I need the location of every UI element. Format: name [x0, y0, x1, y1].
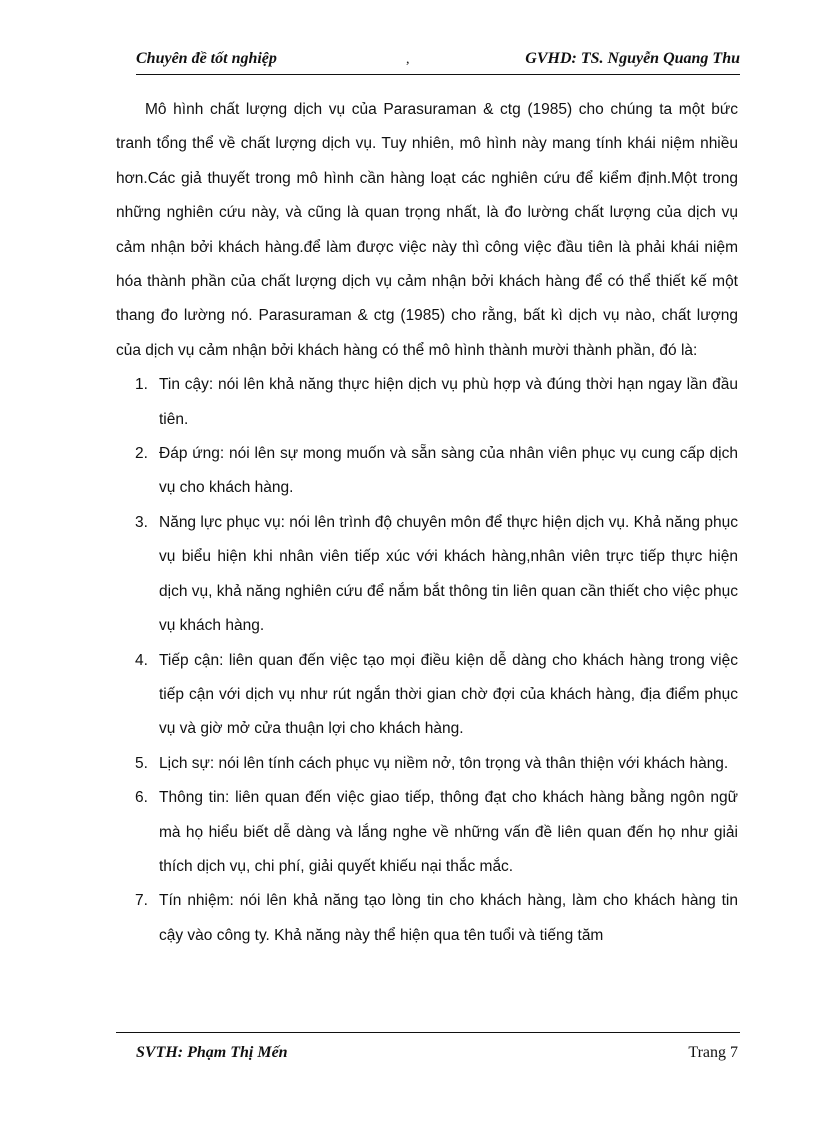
list-item	[116, 506, 738, 644]
list-item-text: Thông tin: liên quan đến việc giao tiếp, thông đạt cho khách hàng bằng ngôn ngữ mà họ hiểu biết dễ dàng và lắng nghe về những vấn đề liên quan đến họ như giải thích dịch vụ, chi phí, giải quyết khiếu nại thắc mắc.	[159, 789, 738, 875]
header-supervisor: GVHD: TS. Nguyễn Quang Thu	[525, 50, 740, 67]
list-item-number: 7.	[135, 892, 148, 910]
quality-components-list	[116, 368, 738, 953]
list-item-text: Tin cậy: nói lên khả năng thực hiện dịch vụ phù hợp và đúng thời hạn ngay lần đầu tiên.	[159, 376, 738, 428]
header-divider	[136, 74, 740, 75]
list-item-number: 6.	[135, 789, 148, 807]
list-item	[116, 781, 738, 884]
list-item	[116, 437, 738, 506]
list-item	[116, 884, 738, 953]
list-item	[116, 747, 738, 781]
list-item-number: 2.	[135, 445, 148, 463]
list-item-text: Tín nhiệm: nói lên khả năng tạo lòng tin cho khách hàng, làm cho khách hàng tin cậy vào công ty. Khả năng này thể hiện qua tên tuổi và tiếng tăm	[159, 892, 738, 944]
list-item-text: Đáp ứng: nói lên sự mong muốn và sẵn sàng của nhân viên phục vụ cung cấp dịch vụ cho khách hàng.	[159, 445, 738, 497]
header-stray-mark: ,	[406, 52, 410, 67]
list-item-text: Lịch sự: nói lên tính cách phục vụ niềm nở, tôn trọng và thân thiện với khách hàng.	[159, 754, 729, 772]
list-item	[116, 368, 738, 437]
page-header	[136, 50, 740, 74]
list-item-number: 5.	[135, 754, 148, 772]
footer-author: SVTH: Phạm Thị Mến	[136, 1044, 288, 1061]
page-body	[116, 93, 738, 953]
header-thesis-title: Chuyên đề tốt nghiệp	[136, 50, 277, 67]
list-item-text: Năng lực phục vụ: nói lên trình độ chuyên môn để thực hiện dịch vụ. Khả năng phục vụ biểu hiện khi nhân viên tiếp xúc với khách hàng,nhân viên trực tiếp thực hiện dịch vụ, khả năng nghiên cứu để nắm bắt thông tin liên quan cần thiết cho việc phục vụ khách hàng.	[159, 513, 738, 635]
footer-divider	[116, 1032, 740, 1033]
list-item-number: 3.	[135, 513, 148, 531]
list-item-text: Tiếp cận: liên quan đến việc tạo mọi điều kiện dễ dàng cho khách hàng trong việc tiếp cận với dịch vụ như rút ngắn thời gian chờ đợi của khách hàng, địa điểm phục vụ và giờ mở cửa thuận lợi cho khách hàng.	[159, 651, 738, 738]
list-item-number: 1.	[135, 376, 148, 394]
footer-page-number: Trang 7	[688, 1044, 738, 1061]
intro-paragraph: Mô hình chất lượng dịch vụ của Parasuraman & ctg (1985) cho chúng ta một bức tranh tổng thể về chất lượng dịch vụ. Tuy nhiên, mô hình này mang tính khái niệm nhiều hơn.Các giả thuyết trong mô hình cần hàng loạt các nghiên cứu để kiểm định.Một trong những nghiên cứu này, và cũng là quan trọng nhất, là đo lường chất lượng của dịch vụ cảm nhận bởi khách hàng.để làm được việc này thì công việc đầu tiên là phải khái niệm hóa thành phần của chất lượng dịch vụ cảm nhận bởi khách hàng để có thể thiết kế một thang đo lường nó. Parasuraman & ctg (1985) cho rằng, bất kì dịch vụ nào, chất lượng của dịch vụ cảm nhận bởi khách hàng có thể mô hình thành mười thành phần, đó là:	[116, 101, 738, 359]
list-item	[116, 644, 738, 747]
list-item-number: 4.	[135, 651, 148, 669]
